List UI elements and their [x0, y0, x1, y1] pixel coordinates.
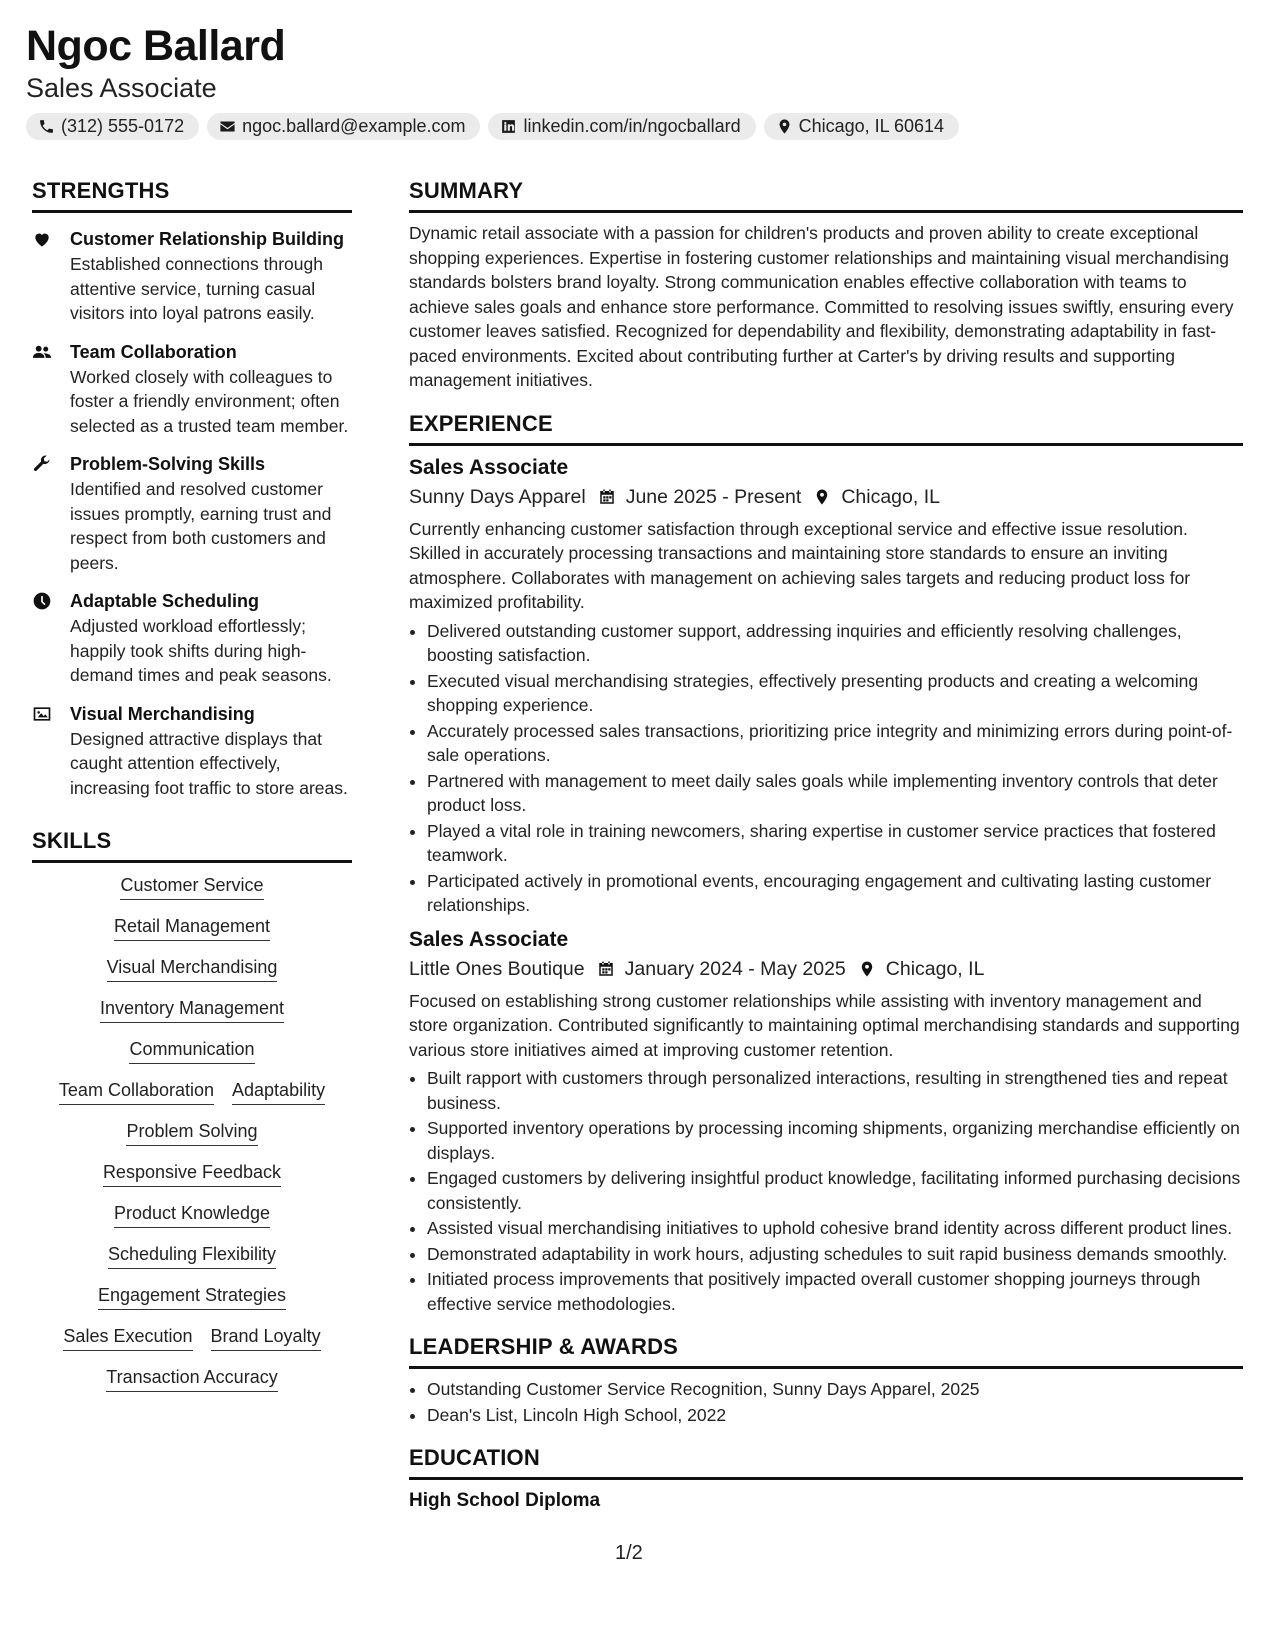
strength-desc: Adjusted workload effortlessly; happily took shifts during high-demand times and peak seasons.: [70, 616, 332, 685]
people-icon: [32, 342, 52, 362]
contact-bar: [26, 113, 959, 140]
job-dates: January 2024 - May 2025: [624, 957, 846, 980]
job-bullet: • Engaged customers by delivering insightful product knowledge, facilitating informed purchasing decisions consistently.: [427, 1166, 1243, 1215]
job-meta: [409, 958, 1243, 981]
envelope-icon: [219, 118, 236, 135]
contact-phone-text: (312) 555-0172: [61, 116, 185, 136]
job-dates: June 2025 - Present: [625, 485, 802, 508]
skill-tag: Team Collaboration: [59, 1078, 214, 1105]
job-bullet: • Delivered outstanding customer support, addressing inquiries and efficiently resolving challenges, boosting satisfaction.: [427, 619, 1243, 668]
strength-title: Adaptable Scheduling: [70, 591, 260, 611]
strength-title: Customer Relationship Building: [70, 229, 345, 249]
skill-tag: Brand Loyalty: [211, 1324, 321, 1351]
strength-item: [32, 589, 352, 688]
page-number: 1/2: [615, 1542, 643, 1564]
job-description: Focused on establishing strong customer relationships while assisting with inventory management and store organization. Contributed significantly to maintaining optimal merchandising standards and supporting various store initiatives aimed at improving customer retention.: [409, 990, 1240, 1060]
job-bullet: • Built rapport with customers through personalized interactions, resulting in strengthened ties and repeat business.: [427, 1066, 1243, 1115]
job-entry: [409, 456, 1243, 918]
job-bullet: • Partnered with management to meet daily sales goals while implementing inventory controls that deter product loss.: [427, 769, 1243, 818]
contact-email-text: ngoc.ballard@example.com: [242, 116, 466, 136]
skills-heading: SKILLS: [32, 828, 352, 863]
job-bullet: • Participated actively in promotional events, encouraging engagement and cultivating lasting customer relationships.: [427, 869, 1243, 918]
right-column: [409, 178, 1243, 1512]
candidate-name: Ngoc Ballard: [26, 22, 286, 70]
strengths-heading: STRENGTHS: [32, 178, 352, 213]
award-item: • Dean's List, Lincoln High School, 2022: [427, 1403, 1243, 1428]
job-bullets: [409, 1066, 1243, 1316]
award-item: • Outstanding Customer Service Recognition, Sunny Days Apparel, 2025: [427, 1377, 1243, 1402]
contact-location: [764, 113, 959, 140]
skill-tag: Transaction Accuracy: [106, 1365, 277, 1392]
skill-tag: Sales Execution: [63, 1324, 192, 1351]
skill-tag: Engagement Strategies: [98, 1283, 286, 1310]
awards-list: [409, 1377, 1243, 1427]
linkedin-icon: [500, 118, 517, 135]
skill-tag: Inventory Management: [100, 996, 284, 1023]
map-pin-icon: [776, 118, 793, 135]
job-title: Sales Associate: [409, 927, 569, 951]
strength-desc: Designed attractive displays that caught attention effectively, increasing foot traffic to store areas.: [70, 728, 348, 798]
skill-tag: Responsive Feedback: [103, 1160, 281, 1187]
job-company: Little Ones Boutique: [409, 957, 585, 980]
calendar-icon: [598, 488, 616, 506]
candidate-title: Sales Associate: [26, 73, 217, 103]
job-bullet: • Played a vital role in training newcomers, sharing expertise in customer service practices that fostered teamwork.: [427, 819, 1243, 868]
job-bullet: • Supported inventory operations by processing incoming shipments, organizing merchandise efficiently on displays.: [427, 1116, 1243, 1165]
contact-phone[interactable]: [26, 113, 199, 140]
calendar-icon: [597, 960, 615, 978]
summary-heading: SUMMARY: [409, 178, 1243, 213]
skill-tag: Customer Service: [120, 873, 263, 900]
skills-list: [32, 873, 352, 1392]
job-location: Chicago, IL: [841, 485, 940, 508]
strength-desc: Established connections through attentive service, turning casual visitors into loyal patrons easily.: [70, 254, 323, 323]
contact-linkedin-text: linkedin.com/in/ngocballard: [523, 116, 741, 136]
skill-tag: Communication: [129, 1037, 254, 1064]
skill-tag: Retail Management: [114, 914, 270, 941]
skill-tag: Visual Merchandising: [107, 955, 278, 982]
job-bullet: • Initiated process improvements that positively impacted overall customer shopping journeys through effective service methodologies.: [427, 1267, 1243, 1316]
job-description: Currently enhancing customer satisfaction through exceptional service and effective issue resolution. Skilled in accurately processing transactions and maintaining store standards to ensure an inviting atmosphere. Collaborates with management on achieving sales targets and reducing product loss for maximized profitability.: [409, 518, 1191, 612]
wrench-icon: [32, 454, 52, 474]
strength-title: Visual Merchandising: [70, 703, 255, 724]
skill-tag: Problem Solving: [126, 1119, 257, 1146]
map-pin-icon: [813, 488, 831, 506]
strength-desc: Worked closely with colleagues to foster a friendly environment; often selected as a trusted team member.: [70, 366, 349, 436]
job-entry: [409, 928, 1243, 1317]
map-pin-icon: [858, 960, 876, 978]
contact-linkedin[interactable]: [488, 113, 755, 140]
skill-tag: Adaptability: [232, 1078, 325, 1105]
education-heading: EDUCATION: [409, 1445, 1243, 1480]
strength-title: Team Collaboration: [70, 341, 237, 362]
contact-email[interactable]: [207, 113, 480, 140]
strength-desc: Identified and resolved customer issues promptly, earning trust and respect from both customers and peers.: [70, 479, 332, 573]
heart-icon: [32, 229, 52, 249]
job-bullet: • Demonstrated adaptability in work hours, adjusting schedules to suit rapid business demands smoothly.: [427, 1242, 1243, 1267]
skill-tag: Scheduling Flexibility: [108, 1242, 276, 1269]
strength-item: [32, 702, 352, 801]
strength-item: [32, 227, 352, 326]
summary-text: Dynamic retail associate with a passion for children's products and proven ability to create exceptional shopping experiences. Expertise in fostering customer relationships and maintaining visual merchandising standards bolsters brand loyalty. Strong communication enables effective collaboration with teams to achieve sales goals and enhance store performance. Committed to resolving issues swiftly, ensuring every customer leaves satisfied. Recognized for dependability and flexibility, demonstrating adaptability in fast-paced environments. Excited about contributing further at Carter's by driving results and supporting management initiatives.: [409, 223, 1234, 390]
image-icon: [32, 704, 52, 724]
job-bullets: [409, 619, 1243, 918]
left-column: [32, 178, 352, 1392]
job-bullet: • Accurately processed sales transactions, prioritizing price integrity and minimizing errors during point-of-sale operations.: [427, 719, 1243, 768]
job-bullet: • Executed visual merchandising strategies, effectively presenting products and creating a welcoming shopping experience.: [427, 669, 1243, 718]
skill-tag: Product Knowledge: [114, 1201, 270, 1228]
phone-icon: [38, 118, 55, 135]
job-title: Sales Associate: [409, 455, 569, 479]
strength-item: [32, 340, 352, 439]
job-bullet: • Assisted visual merchandising initiatives to uphold cohesive brand identity across different product lines.: [427, 1216, 1243, 1241]
education-degree: High School Diploma: [409, 1490, 601, 1511]
contact-location-text: Chicago, IL 60614: [798, 116, 945, 136]
job-location: Chicago, IL: [885, 957, 985, 980]
job-company: Sunny Days Apparel: [409, 485, 586, 508]
strength-item: [32, 452, 352, 575]
clock-icon: [32, 591, 52, 611]
experience-heading: EXPERIENCE: [409, 411, 1243, 446]
awards-heading: LEADERSHIP & AWARDS: [409, 1334, 1243, 1369]
job-meta: [409, 486, 1243, 509]
strength-title: Problem-Solving Skills: [70, 454, 266, 474]
